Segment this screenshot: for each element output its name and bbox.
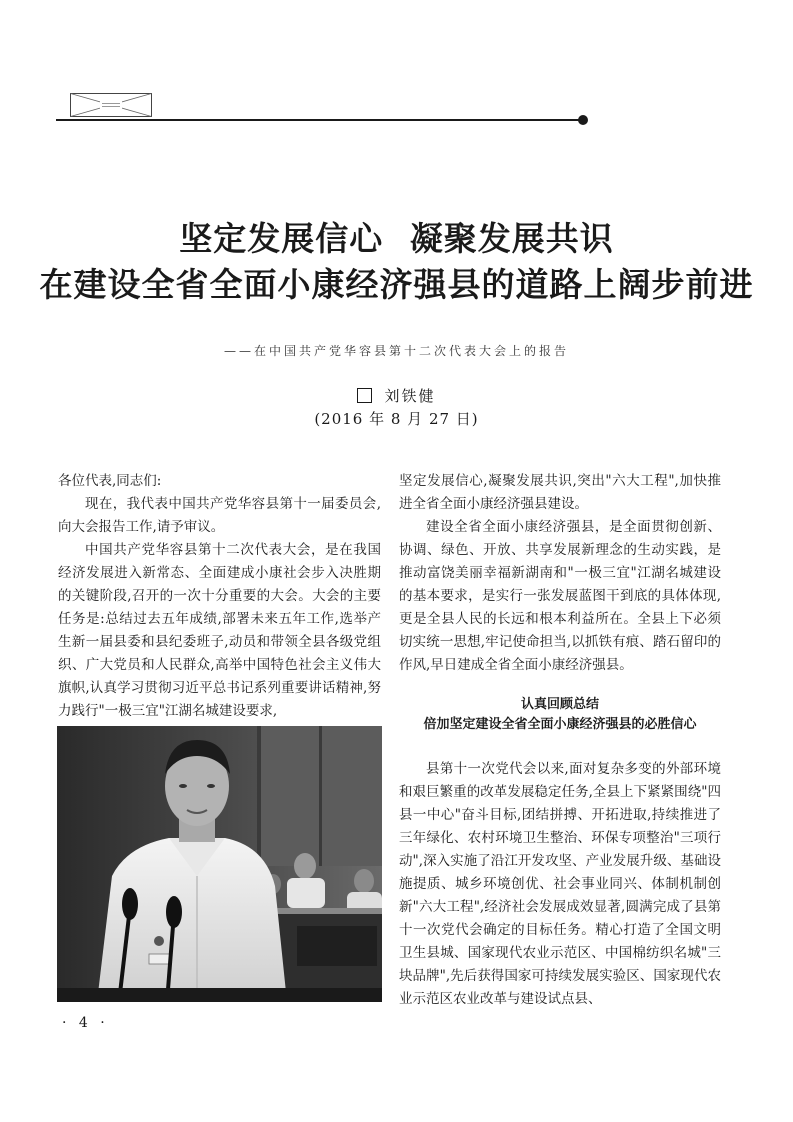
section-subheading: 倍加坚定建设全省全面小康经济强县的必胜信心 — [423, 717, 697, 732]
author-name: 刘铁健 — [384, 387, 436, 405]
page-number: · 4 · — [62, 1015, 109, 1031]
article-title-line1: 坚定发展信心 凝聚发展共识 — [179, 219, 614, 258]
article-date: (2016 年 8 月 27 日) — [314, 410, 479, 428]
journal-logo-box-icon — [70, 93, 152, 117]
header-rule-dot — [578, 115, 588, 125]
left-column — [58, 470, 381, 723]
right-column-bottom — [399, 758, 721, 1011]
right-column-top — [399, 470, 721, 677]
author-line — [0, 385, 793, 406]
paragraph: 各位代表,同志们: — [58, 473, 162, 489]
paragraph: 现在，我代表中国共产党华容县第十一届委员会,向大会报告工作,请予审议。 — [58, 496, 381, 535]
paragraph: 建设全省全面小康经济强县，是全面贯彻创新、协调、绿色、开放、共享发展新理念的生动实践，是推动富饶美丽幸福新湖南和"一极三宜"江湖名城建设的基本要求，是实行一张发展蓝图干到底的具体体现,更是全县人民的长远和根本利益所在。全县上下必须切实统一思想,牢记使命担当,以抓铁有痕、踏石留印的作风,早日建成全省全面小康经济强县。 — [399, 519, 721, 673]
section-heading: 认真回顾总结 — [520, 697, 599, 712]
paragraph: 县第十一次党代会以来,面对复杂多变的外部环境和艰巨繁重的改革发展稳定任务,全县上下紧紧围绕"四县一中心"奋斗目标,团结拼搏、开拓进取,持续推进了三年绿化、农村环境卫生整治、环保专项整治"三项行动",深入实施了沿江开发攻坚、产业发展升级、基础设施提质、城乡环境创优、社会事业同兴、体制机制创新"六大工程",经济社会发展成效显著,圆满完成了县第十一次党代会确定的目标任务。精心打造了全国文明卫生县城、国家现代农业示范区、中国棉纺织名城"三块品牌",先后获得国家可持续发展实验区、国家现代农业示范区农业改革与建设试点县、 — [399, 761, 721, 1007]
author-box-icon — [357, 388, 372, 403]
article-title-line2: 在建设全省全面小康经济强县的道路上阔步前进 — [39, 265, 754, 304]
header-rule — [56, 119, 582, 121]
article-subtitle: ——在中国共产党华容县第十二次代表大会上的报告 — [223, 344, 569, 358]
speaker-at-podium-photo-icon — [57, 726, 382, 1002]
paragraph: 坚定发展信心,凝聚发展共识,突出"六大工程",加快推进全省全面小康经济强县建设。 — [399, 473, 721, 512]
paragraph: 中国共产党华容县第十二次代表大会，是在我国经济发展进入新常态、全面建成小康社会步入决胜期的关键阶段,召开的一次十分重要的大会。大会的主要任务是:总结过去五年成绩,部署未来五年工作,选举产生新一届县委和县纪委班子,动员和带领全县各级党组织、广大党员和人民群众,高举中国特色社会主义伟大旗帜,认真学习贯彻习近平总书记系列重要讲话精神,努力践行"一极三宜"江湖名城建设要求, — [58, 542, 381, 719]
